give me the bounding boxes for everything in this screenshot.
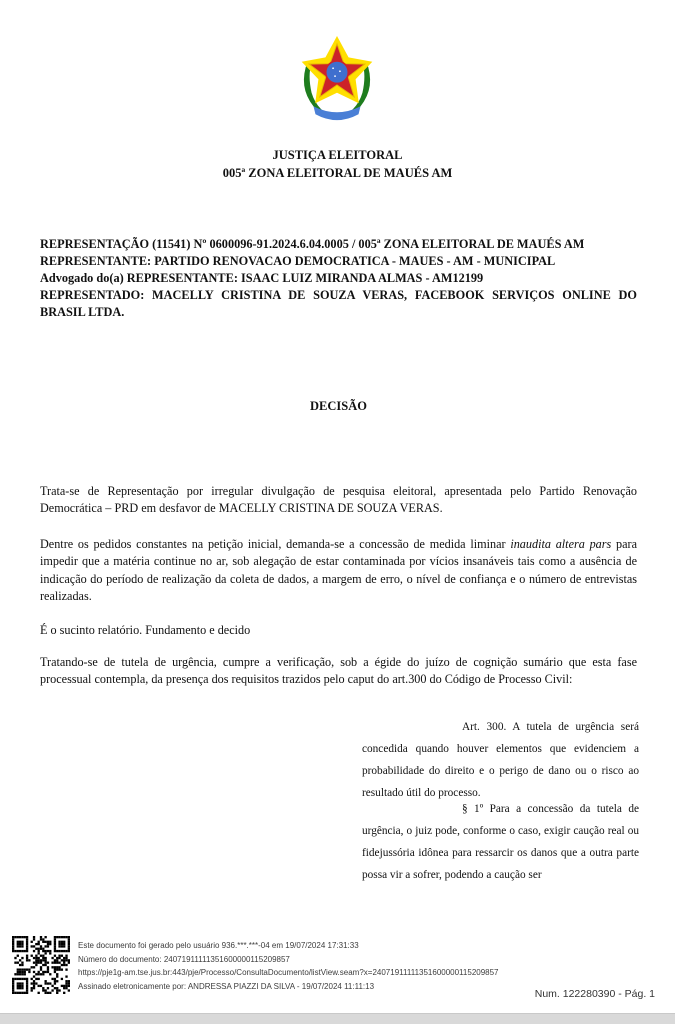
paragraph-pedidos-continuation: para impedir que a matéria continue no ar, sob alegação de estar contaminada por vícios insanáveis tais como a ausência de indicação do período de realização da coleta de dados, a margem de erro, o nível de confiança e o número de entrevistas realizadas. [40,537,637,603]
footer-signature-line: Assinado eletronicamente por: ANDRESSA PIAZZI DA SILVA - 19/07/2024 11:11:13 [78,981,375,991]
latin-term-italic: inaudita altera pars [510,537,612,551]
representado-line: REPRESENTADO: MACELLY CRISTINA DE SOUZA VERAS, FACEBOOK SERVIÇOS ONLINE DO BRASIL LTDA. [40,288,637,319]
court-header [40,146,635,182]
decision-title: DECISÃO [310,399,367,413]
qr-code-icon [12,936,70,994]
electoral-zone: 005ª ZONA ELEITORAL DE MAUÉS AM [222,166,453,180]
footer-verification-url: https://pje1g-am.tse.jus.br:443/pje/Processo/ConsultaDocumento/listView.seam?x=24071911111351600000115209857 [78,968,499,977]
case-number-line: REPRESENTAÇÃO (11541) Nº 0600096-91.2024.6.04.0005 / 005ª ZONA ELEITORAL DE MAUÉS AM [40,237,585,251]
ribbon [314,106,361,120]
page-bottom-edge [0,1013,675,1024]
footer-metadata [78,939,653,993]
paragraph-relatorio-decido: É o sucinto relatório. Fundamento e decido [40,623,251,637]
advogado-line: Advogado do(a) REPRESENTANTE: ISAAC LUIZ MIRANDA ALMAS - AM12199 [40,271,484,285]
quote-art-300: Art. 300. A tutela de urgência será concedida quando houver elementos que evidenciem a probabilidade do direito e o perigo de dano ou o risco ao resultado útil do processo. [362,721,639,799]
globe-star [334,75,336,77]
globe-star [339,70,341,72]
case-info-block [40,236,637,321]
quote-paragrafo-1: § 1º Para a concessão da tutela de urgência, o juiz pode, conforme o caso, exigir caução real ou fidejussória idônea para ressarcir os danos que a outra parte possa vir a sofrer, podendo a caução ser [362,803,639,881]
representante-line: REPRESENTANTE: PARTIDO RENOVACAO DEMOCRATICA - MAUES - AM - MUNICIPAL [40,254,556,268]
brazil-coat-of-arms-icon [297,36,377,126]
paragraph-report: Trata-se de Representação por irregular divulgação de pesquisa eleitoral, apresentada pelo Partido Renovação Democrática – PRD em desfavor de MACELLY CRISTINA DE SOUZA VERAS. [40,484,637,516]
paragraph-pedidos [40,536,637,605]
paragraph-pedidos-text: Dentre os pedidos constantes na petição inicial, demanda-se a concessão de medida liminar [40,537,511,551]
court-name: JUSTIÇA ELEITORAL [272,148,403,162]
footer-doc-number-line: Número do documento: 24071911111351600000115209857 [78,954,290,964]
footer-generated-line: Este documento foi gerado pelo usuário 936.***.***-04 em 19/07/2024 17:31:33 [78,941,359,950]
paragraph-tutela-urgencia: Tratando-se de tutela de urgência, cumpre a verificação, sob a égide do juízo de cognição sumário que esta fase processual contempla, da presença dos requisitos trazidos pelo caput do art.300 do Código de Processo Civil: [40,655,637,687]
globe-star [332,67,334,69]
page-reference: Num. 122280390 - Pág. 1 [534,988,655,1000]
